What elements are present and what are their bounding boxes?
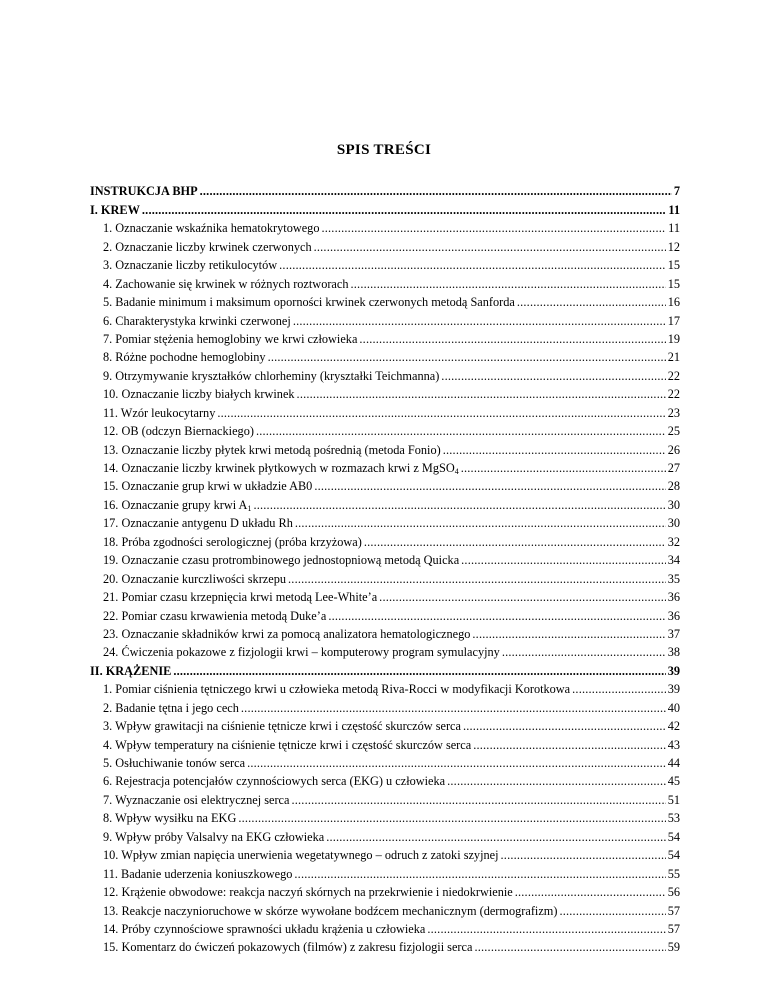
dot-leader: [279, 258, 666, 272]
toc-entry-label: [103, 461, 459, 475]
toc-entry-text: 9. Otrzymywanie kryształków chlorheminy (kryształki Teichmanna): [103, 368, 440, 383]
toc-page-number: 36: [667, 590, 680, 605]
toc-entry-text: 13. Oznaczanie liczby płytek krwi metodą pośrednią (metoda Fonio): [103, 442, 441, 457]
toc-entry[interactable]: [90, 235, 680, 253]
toc-page-number: 43: [667, 737, 680, 752]
toc-entry-text: 13. Reakcje naczynioruchowe w skórze wywołane bodźcem mechanicznym (dermografizm): [103, 903, 558, 918]
dot-leader: [572, 682, 666, 696]
toc-page-number: 15: [667, 258, 680, 273]
toc-entry-label: [103, 516, 293, 530]
dot-leader: [359, 332, 665, 346]
toc-entry[interactable]: [90, 420, 680, 438]
dot-leader: [473, 738, 666, 752]
dot-leader: [200, 184, 672, 198]
toc-entry[interactable]: [90, 254, 680, 272]
toc-entry-text: 14. Oznaczanie liczby krwinek płytkowych w rozmazach krwi z MgSO: [103, 461, 455, 475]
toc-entry-label: [103, 424, 254, 438]
toc-entry[interactable]: [90, 567, 680, 585]
toc-entry-text: 3. Wpływ grawitacji na ciśnienie tętnicze krwi i częstość skurczów serca: [103, 719, 461, 734]
dot-leader: [472, 627, 665, 641]
toc-entry[interactable]: [90, 493, 680, 511]
toc-entry-text: 19. Oznaczanie czasu protrombinowego jednostopniową metodą Quicka: [103, 553, 460, 568]
dot-leader: [142, 203, 666, 217]
toc-page-number: 30: [667, 497, 680, 512]
toc-entry-text: 15. Oznaczanie grup krwi w układzie AB0: [103, 479, 313, 494]
toc-page-number: 44: [667, 756, 680, 770]
toc-entry-label: [103, 240, 312, 254]
toc-entry-label: [103, 295, 515, 309]
toc-entry-text: 23. Oznaczanie składników krwi za pomocą analizatora hematologicznego: [103, 626, 471, 641]
toc-entry-text: 9. Wpływ próby Valsalvy na EKG człowieka: [103, 829, 325, 844]
toc-page-number: 12: [667, 239, 680, 254]
dot-leader: [447, 774, 666, 788]
toc-entry[interactable]: [90, 733, 680, 751]
dot-leader: [297, 387, 666, 401]
toc-page-number: 21: [667, 350, 680, 365]
toc-entry-label: [90, 664, 171, 678]
toc-entry-label: [90, 203, 140, 217]
dot-leader: [293, 314, 666, 328]
dot-leader: [326, 830, 666, 844]
toc-entry-label: [103, 774, 445, 788]
dot-leader: [515, 885, 666, 899]
toc-entry-text: 8. Różne pochodne hemoglobiny: [103, 350, 266, 365]
toc-page-number: 32: [667, 534, 680, 549]
toc-entry[interactable]: [90, 788, 680, 806]
toc-entry-label: [103, 479, 312, 493]
toc-entry-subscript: 1: [247, 503, 252, 513]
toc-entry-text: 2. Oznaczanie liczby krwinek czerwonych: [103, 239, 312, 254]
toc-page-number: 22: [667, 368, 680, 383]
toc-entry-text: 14. Próby czynnościowe sprawności układu krążenia u człowieka: [103, 921, 426, 936]
toc-section-entry[interactable]: [90, 180, 680, 198]
toc-entry-label: [103, 627, 470, 641]
toc-page-number: 30: [667, 516, 680, 531]
toc-entry-label: [90, 184, 198, 198]
dot-leader: [321, 221, 666, 235]
toc-entry-label: [103, 406, 215, 420]
toc-entry-text: 8. Wpływ wysiłku na EKG: [103, 811, 237, 826]
toc-page-number: 59: [667, 940, 680, 955]
toc-entry-label: [103, 756, 245, 770]
toc-entry-text: 6. Charakterystyka krwinki czerwonej: [103, 313, 291, 328]
toc-entry-text: 4. Zachowanie się krwinek w różnych roztworach: [103, 276, 349, 291]
toc-entry-text: 16. Oznaczanie grupy krwi A: [103, 497, 248, 512]
dot-leader: [517, 295, 666, 309]
toc-page-number: 39: [667, 682, 680, 697]
dot-leader: [379, 590, 666, 604]
toc-entry-text: 1. Pomiar ciśnienia tętniczego krwi u człowieka metodą Riva-Rocci w modyfikacji Korotkowa: [103, 682, 571, 697]
toc-page-number: 25: [667, 424, 680, 439]
toc-entry-text: 1. Oznaczanie wskaźnika hematokrytowego: [103, 221, 320, 236]
toc-entry[interactable]: [90, 807, 680, 825]
toc-entry-label: [103, 277, 349, 291]
toc-entry-label: [103, 350, 266, 364]
toc-entry[interactable]: [90, 696, 680, 714]
toc-section-entry[interactable]: [90, 198, 680, 216]
toc-entry[interactable]: [90, 825, 680, 843]
toc-entry[interactable]: [90, 641, 680, 659]
toc-entry-label: [103, 848, 499, 862]
dot-leader: [328, 609, 665, 623]
dot-leader: [441, 369, 665, 383]
dot-leader: [253, 498, 665, 512]
toc-page-number: 19: [667, 331, 680, 346]
dot-leader: [351, 277, 666, 291]
toc-page-number: 53: [667, 811, 680, 826]
dot-leader: [474, 940, 665, 954]
dot-leader: [295, 516, 666, 530]
toc-entry[interactable]: [90, 623, 680, 641]
toc-entry-label: [103, 793, 289, 807]
toc-entry[interactable]: [90, 604, 680, 622]
toc-page-number: 40: [667, 700, 680, 715]
dot-leader: [443, 443, 666, 457]
toc-page-number: 54: [667, 848, 680, 863]
dot-leader: [217, 406, 665, 420]
toc-page-number: 57: [667, 921, 680, 936]
toc-page-number: 56: [667, 885, 680, 900]
toc-entry-text: 17. Oznaczanie antygenu D układu Rh: [103, 516, 293, 531]
toc-entry[interactable]: [90, 918, 680, 936]
toc-entry-text: 24. Ćwiczenia pokazowe z fizjologii krwi – komputerowy program symulacyjny: [103, 645, 500, 660]
toc-entry-text: 7. Wyznaczanie osi elektrycznej serca: [103, 792, 290, 807]
toc-entry-text: 22. Pomiar czasu krwawienia metodą Duke’a: [103, 608, 327, 623]
toc-entry-text: 5. Osłuchiwanie tonów serca: [103, 756, 246, 770]
toc-entry[interactable]: [90, 346, 680, 364]
toc-page-number: 38: [667, 645, 680, 660]
toc-entry-label: [103, 701, 239, 715]
dot-leader: [238, 811, 665, 825]
toc-page-number: 7: [673, 184, 680, 199]
toc-entry[interactable]: [90, 881, 680, 899]
toc-page-number: 26: [667, 442, 680, 457]
toc-entry-text: 12. OB (odczyn Biernackiego): [103, 424, 254, 439]
dot-leader: [247, 756, 666, 770]
dot-leader: [256, 424, 666, 438]
toc-entry-label: [103, 645, 500, 659]
toc-entry[interactable]: [90, 549, 680, 567]
dot-leader: [241, 701, 666, 715]
toc-entry-label: [103, 682, 570, 696]
toc-page-number: 35: [667, 571, 680, 586]
toc-entry-label: [103, 940, 472, 954]
toc-entry-label: [103, 221, 319, 235]
toc-entry[interactable]: [90, 328, 680, 346]
dot-leader: [288, 572, 666, 586]
toc-section-entry[interactable]: [90, 659, 680, 677]
toc-entry-label: [103, 811, 236, 825]
toc-entry-label: [103, 553, 459, 567]
toc-page-number: 54: [667, 829, 680, 844]
toc-entry[interactable]: [90, 309, 680, 327]
toc-entry-text: 21. Pomiar czasu krzepnięcia krwi metodą Lee-White’a: [103, 590, 378, 605]
toc-entry-label: [103, 369, 439, 383]
toc-entry-subscript: 4: [454, 467, 459, 476]
toc-entry[interactable]: [90, 401, 680, 419]
toc-entry[interactable]: [90, 383, 680, 401]
toc-entry-text: INSTRUKCJA BHP: [90, 184, 198, 199]
toc-entry-label: [103, 443, 441, 457]
toc-entry-text: II. KRĄŻENIE: [90, 663, 172, 678]
toc-entry[interactable]: [90, 291, 680, 309]
toc-entry-text: 4. Wpływ temperatury na ciśnienie tętnicze krwi i częstość skurczów serca: [103, 737, 472, 752]
toc-entry[interactable]: [90, 512, 680, 530]
toc-entry-text: I. KREW: [90, 202, 140, 217]
toc-entry-text: 10. Oznaczanie liczby białych krwinek: [103, 387, 295, 402]
toc-page-number: 11: [668, 221, 680, 236]
toc-entry-label: [103, 609, 326, 623]
toc-entry[interactable]: [90, 586, 680, 604]
toc-entry-label: [103, 535, 362, 549]
toc-entry-label: [103, 867, 292, 881]
toc-entry-text: 5. Badanie minimum i maksimum oporności krwinek czerwonych metodą Sanforda: [103, 295, 515, 310]
toc-page-number: 17: [667, 313, 680, 328]
toc-entry-text: 3. Oznaczanie liczby retikulocytów: [103, 258, 278, 273]
toc-page-number: 28: [667, 479, 680, 494]
toc-entry[interactable]: [90, 752, 680, 770]
toc-entry-label: [103, 258, 277, 272]
toc-entry[interactable]: [90, 364, 680, 382]
toc-entry[interactable]: [90, 844, 680, 862]
toc-entry-text: 20. Oznaczanie kurczliwości skrzepu: [103, 571, 287, 586]
toc-entry-text: 11. Wzór leukocytarny: [103, 405, 216, 420]
toc-page-number: 27: [667, 461, 680, 475]
page-title: SPIS TREŚCI: [336, 142, 432, 158]
dot-leader: [294, 867, 665, 881]
table-of-contents: [90, 180, 680, 954]
dot-leader: [427, 922, 665, 936]
toc-page-number: 55: [667, 866, 680, 881]
toc-entry[interactable]: [90, 457, 680, 475]
toc-entry-label: [103, 498, 251, 512]
toc-page-number: 16: [667, 295, 680, 310]
toc-page-number: 23: [667, 405, 680, 420]
dot-leader: [502, 645, 666, 659]
toc-entry[interactable]: [90, 936, 680, 954]
toc-entry[interactable]: [90, 862, 680, 880]
toc-entry-label: [103, 387, 295, 401]
toc-page-number: 15: [667, 276, 680, 291]
toc-entry-label: [103, 590, 377, 604]
dot-leader: [291, 793, 665, 807]
toc-page-number: 11: [668, 202, 680, 217]
toc-entry-label: [103, 885, 513, 899]
toc-entry-label: [103, 904, 557, 918]
toc-entry[interactable]: [90, 770, 680, 788]
dot-leader: [461, 461, 666, 475]
dot-leader: [364, 535, 666, 549]
dot-leader: [173, 664, 665, 678]
toc-page-number: 45: [667, 774, 680, 789]
dot-leader: [461, 553, 666, 567]
toc-entry-label: [103, 572, 286, 586]
toc-entry-label: [103, 719, 461, 733]
toc-entry-text: 15. Komentarz do ćwiczeń pokazowych (filmów) z zakresu fizjologii serca: [103, 940, 473, 955]
dot-leader: [501, 848, 666, 862]
toc-entry[interactable]: [90, 530, 680, 548]
toc-entry-label: [103, 830, 324, 844]
toc-entry[interactable]: [90, 217, 680, 235]
toc-page-number: 37: [667, 626, 680, 641]
toc-entry[interactable]: [90, 715, 680, 733]
dot-leader: [314, 479, 665, 493]
toc-entry-text: 12. Krążenie obwodowe: reakcja naczyń skórnych na przekrwienie i niedokrwienie: [103, 885, 513, 900]
toc-entry-text: 10. Wpływ zmian napięcia unerwienia wegetatywnego – odruch z zatoki szyjnej: [103, 848, 499, 863]
toc-entry-text: 18. Próba zgodności serologicznej (próba krzyżowa): [103, 534, 362, 549]
toc-page-number: 34: [667, 553, 680, 568]
toc-entry[interactable]: [90, 272, 680, 290]
toc-entry-text: 6. Rejestracja potencjałów czynnościowych serca (EKG) u człowieka: [103, 774, 446, 789]
toc-entry[interactable]: [90, 678, 680, 696]
toc-entry[interactable]: [90, 475, 680, 493]
dot-leader: [463, 719, 666, 733]
toc-entry-label: [103, 738, 471, 752]
dot-leader: [314, 240, 666, 254]
toc-entry-text: 2. Badanie tętna i jego cech: [103, 700, 239, 715]
toc-entry[interactable]: [90, 438, 680, 456]
toc-entry[interactable]: [90, 899, 680, 917]
toc-page-number: 57: [667, 903, 680, 918]
dot-leader: [268, 350, 666, 364]
toc-page-number: 51: [667, 792, 680, 807]
toc-entry-label: [103, 922, 425, 936]
toc-page-number: 39: [667, 663, 680, 678]
toc-page-number: 22: [667, 387, 680, 402]
toc-entry-text: 11. Badanie uderzenia koniuszkowego: [103, 866, 293, 881]
toc-entry-label: [103, 314, 291, 328]
dot-leader: [559, 904, 665, 918]
toc-entry-label: [103, 332, 357, 346]
toc-page-number: 36: [667, 608, 680, 623]
toc-page-number: 42: [667, 719, 680, 734]
toc-entry-text: 7. Pomiar stężenia hemoglobiny we krwi człowieka: [103, 331, 358, 346]
